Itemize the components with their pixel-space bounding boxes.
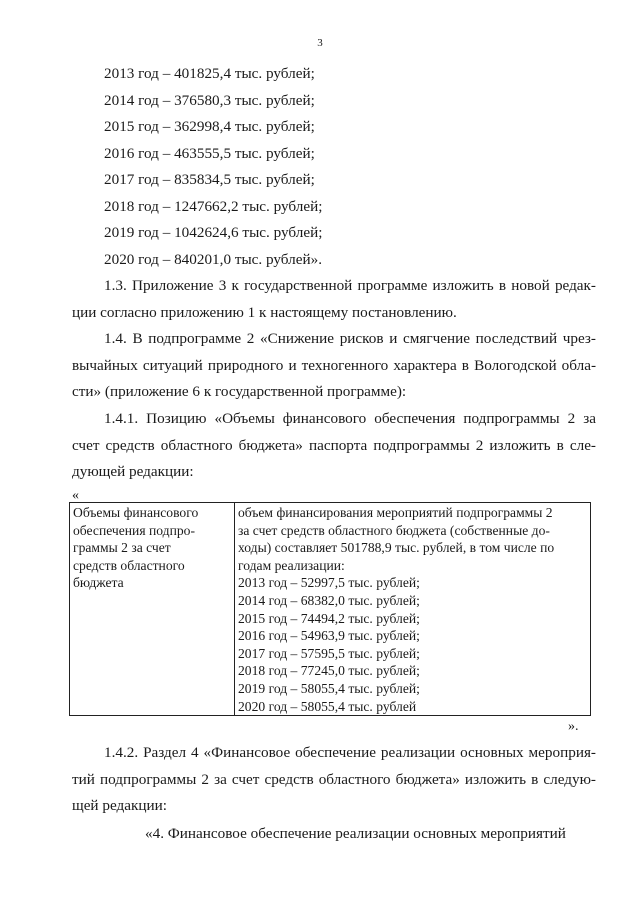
value-line: 2014 год – 68382,0 тыс. рублей; (238, 592, 420, 608)
closing-quote: ». (568, 719, 579, 734)
value-line: 2016 год – 54963,9 тыс. рублей; (238, 628, 420, 644)
label-line: бюджета (73, 575, 124, 591)
paragraph-line: 1.3. Приложение 3 к государственной программе изложить в новой редак- (104, 277, 596, 294)
paragraph-line: тий подпрограммы 2 за счет средств областного бюджета» изложить в следую- (72, 770, 596, 788)
paragraph-line: 1.4.2. Раздел 4 «Финансовое обеспечение реализации основных мероприя- (104, 744, 596, 761)
funding-by-year-list (104, 61, 322, 273)
funding-year-line: 2014 год – 376580,3 тыс. рублей; (104, 91, 315, 109)
label-line: обеспечения подпро- (73, 522, 195, 538)
page-number: 3 (317, 37, 323, 49)
paragraph-1-4-1 (72, 406, 596, 486)
label-line: граммы 2 за счет (73, 540, 171, 556)
paragraph-line: щей редакции: (72, 797, 167, 814)
value-line: 2015 год – 74494,2 тыс. рублей; (238, 610, 420, 626)
table-value-cell (235, 503, 591, 716)
section-4-heading (145, 821, 605, 848)
heading-line: «4. Финансовое обеспечение реализации основных мероприятий (145, 825, 566, 842)
label-line: Объемы финансового (73, 505, 199, 520)
value-line: годам реализации: (238, 557, 345, 573)
paragraph-line: 1.4. В подпрограмме 2 «Снижение рисков и смягчение последствий чрез- (104, 330, 596, 347)
value-line: объем финансирования мероприятий подпрограммы 2 (238, 505, 553, 520)
value-line: 2018 год – 77245,0 тыс. рублей; (238, 663, 420, 679)
funding-year-line: 2018 год – 1247662,2 тыс. рублей; (104, 197, 323, 215)
paragraph-line: вычайных ситуаций природного и техногенного характера в Вологодской обла- (72, 356, 596, 374)
funding-table (69, 502, 591, 716)
funding-year-line: 2013 год – 401825,4 тыс. рублей; (104, 65, 315, 82)
funding-year-line: 2016 год – 463555,5 тыс. рублей; (104, 144, 315, 162)
paragraph-1-4-2 (72, 740, 596, 820)
paragraph-line: счет средств областного бюджета» паспорта подпрограммы 2 изложить в сле- (72, 436, 596, 454)
label-line: средств областного (73, 557, 185, 573)
value-line: ходы) составляет 501788,9 тыс. рублей, в том числе по (238, 540, 555, 556)
paragraph-line: 1.4.1. Позицию «Объемы финансового обеспечения подпрограммы 2 за (104, 410, 596, 427)
funding-year-line: 2019 год – 1042624,6 тыс. рублей; (104, 224, 323, 241)
funding-year-line: 2017 год – 835834,5 тыс. рублей; (104, 171, 315, 188)
paragraph-line: дующей редакции: (72, 463, 194, 480)
value-line: 2019 год – 58055,4 тыс. рублей; (238, 680, 420, 696)
value-line: 2017 год – 57595,5 тыс. рублей; (238, 645, 420, 661)
value-line: 2013 год – 52997,5 тыс. рублей; (238, 575, 420, 591)
paragraph-1-4 (72, 326, 596, 406)
paragraph-line: сти» (приложение 6 к государственной программе): (72, 383, 407, 400)
funding-year-line: 2015 год – 362998,4 тыс. рублей; (104, 118, 315, 135)
table-label-cell (70, 503, 235, 716)
paragraph-line: ции согласно приложению 1 к настоящему постановлению. (72, 303, 457, 321)
funding-year-line: 2020 год – 840201,0 тыс. рублей». (104, 250, 322, 268)
value-line: за счет средств областного бюджета (собственные до- (238, 522, 550, 538)
opening-quote: « (72, 488, 79, 503)
value-line: 2020 год – 58055,4 тыс. рублей (238, 698, 417, 714)
paragraph-1-3 (72, 273, 596, 326)
table-row (70, 503, 591, 716)
